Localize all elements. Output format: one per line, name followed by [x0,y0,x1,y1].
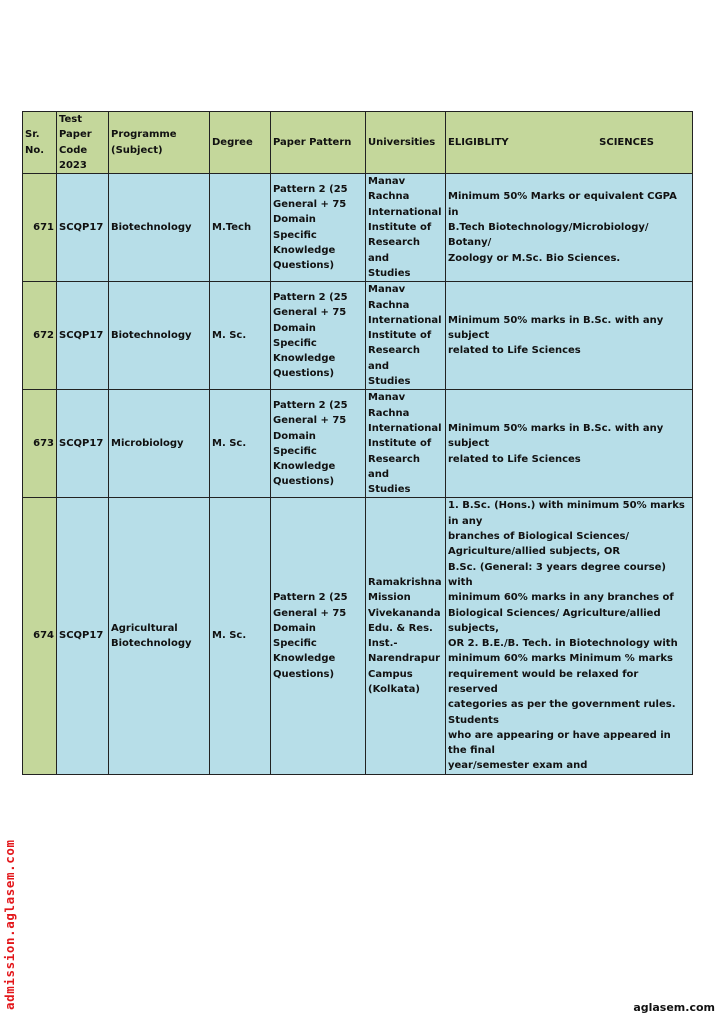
cell-university: Manav Rachna International Institute of Research and Studies [366,282,446,390]
cell-programme: Biotechnology [109,282,210,390]
table-row [23,282,693,390]
table-row [23,174,693,282]
cell-degree: M.Tech [210,174,271,282]
header-eligibility [446,112,693,174]
cell-eligibility: 1. B.Sc. (Hons.) with minimum 50% marks in any branches of Biological Sciences/ Agriculture/allied subjects, OR B.Sc. (General: 3 years degree course) with minimum 60% marks in any branches of Biological Sciences/ Agriculture/allied subjects, OR 2. B.E./B. Tech. in Biotechnology with minimum 60% marks Minimum % marks requirement would be relaxed for reserved categories as per the government rules. Students who are appearing or have appeared in the final year/semester exam and [446,498,693,774]
cell-eligibility: Minimum 50% marks in B.Sc. with any subject related to Life Sciences [446,282,693,390]
cell-programme: Microbiology [109,390,210,498]
site-watermark: admission.aglasem.com [2,839,17,1010]
cell-university: Manav Rachna International Institute of Research and Studies [366,174,446,282]
cell-degree: M. Sc. [210,390,271,498]
cell-sr-no: 671 [23,174,57,282]
header-paper-pattern: Paper Pattern [271,112,366,174]
cell-sr-no: 674 [23,498,57,774]
header-test-paper-code: Test Paper Code 2023 [57,112,109,174]
cell-programme: Agricultural Biotechnology [109,498,210,774]
eligibility-table [22,111,693,775]
table-row [23,390,693,498]
header-universities: Universities [366,112,446,174]
cell-paper-pattern: Pattern 2 (25 General + 75 Domain Specific Knowledge Questions) [271,174,366,282]
header-eligibility-label: ELIGIBLITY [448,136,509,148]
header-group-label: SCIENCES [599,136,654,148]
cell-sr-no: 673 [23,390,57,498]
cell-degree: M. Sc. [210,282,271,390]
cell-sr-no: 672 [23,282,57,390]
cell-paper-pattern: Pattern 2 (25 General + 75 Domain Specific Knowledge Questions) [271,498,366,774]
cell-paper-pattern: Pattern 2 (25 General + 75 Domain Specific Knowledge Questions) [271,282,366,390]
cell-eligibility: Minimum 50% marks in B.Sc. with any subject related to Life Sciences [446,390,693,498]
cell-test-paper-code: SCQP17 [57,390,109,498]
cell-eligibility: Minimum 50% Marks or equivalent CGPA in B.Tech Biotechnology/Microbiology/ Botany/ Zoology or M.Sc. Bio Sciences. [446,174,693,282]
cell-test-paper-code: SCQP17 [57,174,109,282]
cell-paper-pattern: Pattern 2 (25 General + 75 Domain Specific Knowledge Questions) [271,390,366,498]
cell-degree: M. Sc. [210,498,271,774]
cell-university: Ramakrishna Mission Vivekananda Edu. & Res. Inst.- Narendrapur Campus (Kolkata) [366,498,446,774]
cell-university: Manav Rachna International Institute of Research and Studies [366,390,446,498]
header-sr-no: Sr. No. [23,112,57,174]
header-programme: Programme (Subject) [109,112,210,174]
table-header-row [23,112,693,174]
cell-test-paper-code: SCQP17 [57,282,109,390]
cell-programme: Biotechnology [109,174,210,282]
table-row [23,498,693,774]
header-degree: Degree [210,112,271,174]
footer-site-name: aglasem.com [633,1001,715,1014]
cell-test-paper-code: SCQP17 [57,498,109,774]
